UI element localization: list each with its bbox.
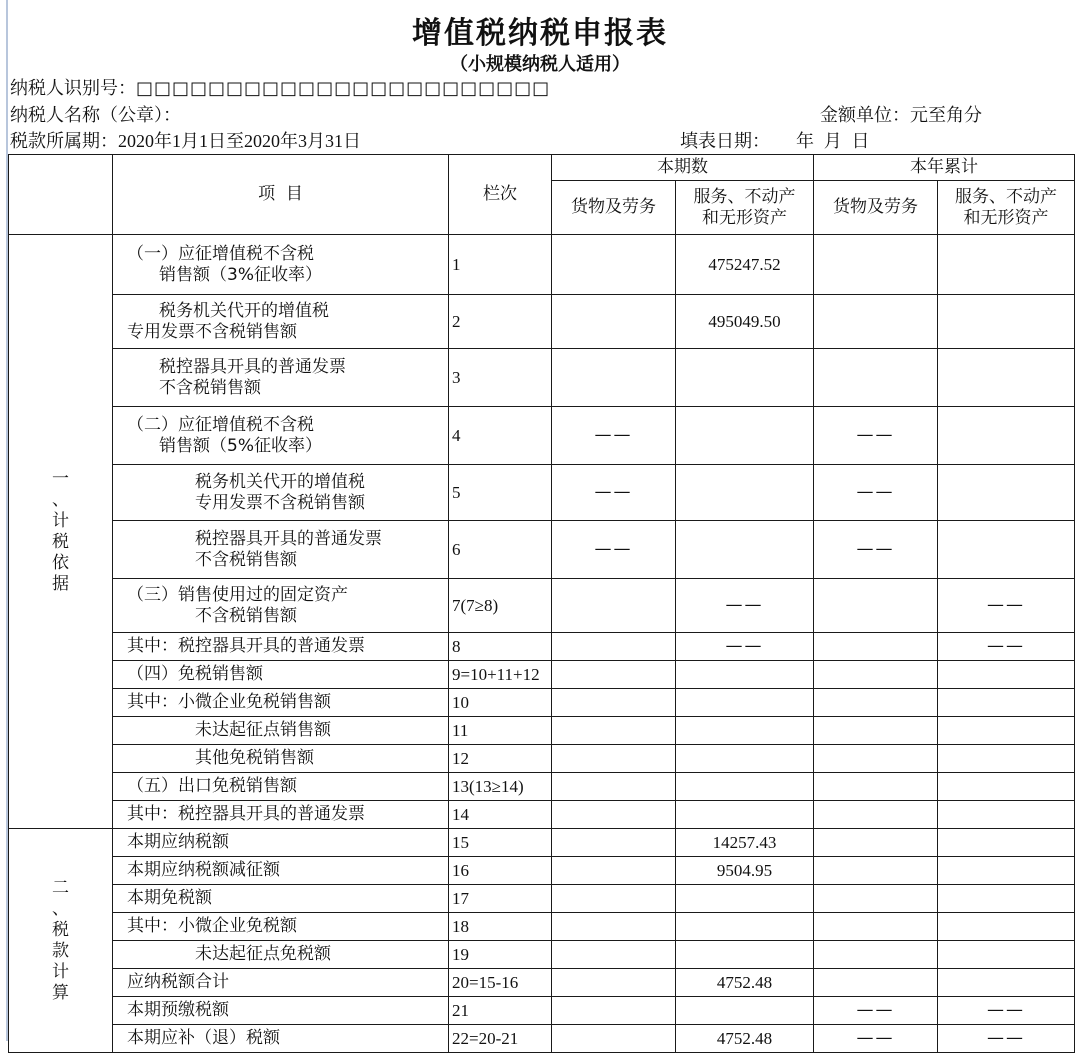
header-services-line2: 和无形资产 [963, 207, 1049, 228]
item-name-cell [113, 745, 449, 773]
line-number: 11 [449, 717, 552, 745]
item-name-line2: 专用发票不含税销售额 [195, 492, 365, 513]
services-current-cell[interactable]: 4752.48 [676, 1025, 814, 1053]
line-number: 2 [449, 295, 552, 349]
table-row [9, 857, 1075, 885]
services-cumulative-cell[interactable]: —— [938, 997, 1075, 1025]
goods-cumulative-cell[interactable]: —— [814, 997, 938, 1025]
fill-date-row [680, 127, 871, 153]
services-current-cell[interactable]: 4752.48 [676, 969, 814, 997]
services-cumulative-cell[interactable] [938, 407, 1075, 465]
header-services-current [676, 181, 814, 235]
item-name-cell [113, 885, 449, 913]
goods-cumulative-cell[interactable] [814, 885, 938, 913]
services-cumulative-cell[interactable] [938, 745, 1075, 773]
services-current-cell[interactable] [676, 997, 814, 1025]
section-label-tax-calculation [9, 829, 113, 1053]
item-name-line2: 专用发票不含税销售额 [127, 321, 297, 342]
goods-current-cell[interactable] [552, 969, 676, 997]
services-cumulative-cell[interactable] [938, 465, 1075, 521]
goods-current-cell[interactable] [552, 295, 676, 349]
services-current-cell[interactable] [676, 885, 814, 913]
table-row [9, 941, 1075, 969]
services-cumulative-cell[interactable] [938, 857, 1075, 885]
table-row [9, 349, 1075, 407]
header-services-cumulative [938, 181, 1075, 235]
table-row [9, 913, 1075, 941]
services-current-cell[interactable]: —— [676, 579, 814, 633]
table-row [9, 521, 1075, 579]
table-row [9, 717, 1075, 745]
services-current-cell[interactable] [676, 465, 814, 521]
tax-period-value: 2020年1月1日至2020年3月31日 [118, 131, 361, 151]
services-cumulative-cell[interactable]: —— [938, 1025, 1075, 1053]
services-cumulative-cell[interactable] [938, 969, 1075, 997]
table-row [9, 579, 1075, 633]
vat-return-table [8, 154, 1075, 1053]
services-current-cell[interactable]: 475247.52 [676, 235, 814, 295]
line-number: 4 [449, 407, 552, 465]
services-current-cell[interactable] [676, 913, 814, 941]
goods-current-cell[interactable] [552, 801, 676, 829]
goods-cumulative-cell[interactable] [814, 717, 938, 745]
item-name: （三）销售使用过的固定资产 [127, 584, 348, 605]
line-number: 17 [449, 885, 552, 913]
line-number: 1 [449, 235, 552, 295]
item-name-cell [113, 349, 449, 407]
item-name: 其中：税控器具开具的普通发票 [127, 636, 365, 656]
line-number: 6 [449, 521, 552, 579]
item-name-cell [113, 1025, 449, 1053]
services-current-cell[interactable] [676, 689, 814, 717]
services-current-cell[interactable] [676, 745, 814, 773]
services-cumulative-cell[interactable]: —— [938, 633, 1075, 661]
section-label-tax-basis-char: 依 [52, 552, 69, 573]
amount-unit: 金额单位：元至角分 [820, 105, 982, 126]
item-name: （四）免税销售额 [127, 664, 263, 684]
table-row [9, 407, 1075, 465]
item-name-cell [113, 689, 449, 717]
tax-period-label: 税款所属期： [10, 131, 118, 152]
goods-current-cell[interactable] [552, 235, 676, 295]
services-cumulative-cell[interactable] [938, 801, 1075, 829]
services-current-cell[interactable] [676, 407, 814, 465]
section-label-tax-calculation-char: 、 [52, 898, 69, 919]
table-row [9, 465, 1075, 521]
services-current-cell[interactable] [676, 717, 814, 745]
goods-current-cell[interactable] [552, 997, 676, 1025]
goods-cumulative-cell[interactable] [814, 773, 938, 801]
table-row [9, 801, 1075, 829]
item-name: 税务机关代开的增值税 [159, 300, 329, 321]
goods-current-cell[interactable] [552, 913, 676, 941]
section-label-tax-basis-char: 、 [52, 489, 69, 510]
goods-cumulative-cell[interactable] [814, 633, 938, 661]
table-row [9, 1025, 1075, 1053]
goods-current-cell[interactable] [552, 689, 676, 717]
section-label-tax-calculation-char: 二 [52, 877, 69, 898]
goods-current-cell[interactable] [552, 829, 676, 857]
goods-current-cell[interactable] [552, 1025, 676, 1053]
line-number: 10 [449, 689, 552, 717]
line-number: 15 [449, 829, 552, 857]
table-row [9, 997, 1075, 1025]
item-name-cell [113, 521, 449, 579]
item-name-cell [113, 465, 449, 521]
line-number: 18 [449, 913, 552, 941]
header-services-line1: 服务、不动产 [955, 186, 1057, 207]
line-number: 19 [449, 941, 552, 969]
taxpayer-name-label: 纳税人名称（公章）： [10, 105, 181, 126]
item-name-cell [113, 295, 449, 349]
goods-cumulative-cell[interactable] [814, 579, 938, 633]
line-number: 12 [449, 745, 552, 773]
services-cumulative-cell[interactable] [938, 295, 1075, 349]
taxpayer-id-label: 纳税人识别号： [10, 78, 136, 99]
goods-cumulative-cell[interactable] [814, 689, 938, 717]
goods-current-cell[interactable] [552, 349, 676, 407]
fill-date-label: 填表日期： [680, 131, 770, 152]
item-name-cell [113, 235, 449, 295]
header-blank-cell [9, 155, 113, 235]
goods-current-cell[interactable] [552, 885, 676, 913]
header-row-1 [9, 155, 1075, 181]
item-name: 其他免税销售额 [195, 748, 314, 768]
goods-cumulative-cell[interactable] [814, 295, 938, 349]
goods-current-cell[interactable] [552, 661, 676, 689]
services-current-cell[interactable] [676, 801, 814, 829]
section-label-tax-basis-char: 税 [52, 531, 69, 552]
section-label-tax-basis-char: 据 [52, 573, 69, 594]
item-name-cell [113, 579, 449, 633]
header-goods-cumulative: 货物及劳务 [814, 181, 938, 235]
services-current-cell[interactable]: —— [676, 633, 814, 661]
item-name: 本期应纳税额减征额 [127, 860, 280, 880]
services-cumulative-cell[interactable] [938, 235, 1075, 295]
table-row [9, 969, 1075, 997]
item-name-cell [113, 913, 449, 941]
goods-current-cell[interactable] [552, 579, 676, 633]
services-cumulative-cell[interactable] [938, 717, 1075, 745]
services-current-cell[interactable] [676, 661, 814, 689]
line-number: 3 [449, 349, 552, 407]
item-name: （五）出口免税销售额 [127, 776, 297, 796]
taxpayer-id-boxes[interactable]: □□□□□□□□□□□□□□□□□□□□□□□ [136, 78, 551, 99]
item-name: 其中：小微企业免税额 [127, 916, 297, 936]
table-row [9, 829, 1075, 857]
item-name: 税控器具开具的普通发票 [159, 356, 346, 377]
section-label-tax-basis-char: 计 [52, 510, 69, 531]
goods-cumulative-cell[interactable]: —— [814, 407, 938, 465]
section-label-tax-basis [9, 235, 113, 829]
goods-cumulative-cell[interactable] [814, 661, 938, 689]
item-name-line2: 不含税销售额 [159, 377, 261, 398]
line-number: 22=20-21 [449, 1025, 552, 1053]
item-name: 未达起征点免税额 [195, 944, 331, 964]
item-name-cell [113, 829, 449, 857]
table-row [9, 633, 1075, 661]
line-number: 5 [449, 465, 552, 521]
services-cumulative-cell[interactable] [938, 829, 1075, 857]
goods-current-cell[interactable] [552, 633, 676, 661]
item-name: 税务机关代开的增值税 [195, 471, 365, 492]
item-name-line2: 销售额（3%征收率） [159, 264, 322, 285]
table-row [9, 745, 1075, 773]
goods-cumulative-cell[interactable]: —— [814, 465, 938, 521]
goods-cumulative-cell[interactable]: —— [814, 521, 938, 579]
services-current-cell[interactable] [676, 941, 814, 969]
goods-cumulative-cell[interactable] [814, 913, 938, 941]
goods-cumulative-cell[interactable]: —— [814, 1025, 938, 1053]
services-cumulative-cell[interactable] [938, 661, 1075, 689]
table-row [9, 689, 1075, 717]
table-row [9, 661, 1075, 689]
item-name-cell [113, 997, 449, 1025]
item-name: 其中：税控器具开具的普通发票 [127, 804, 365, 824]
item-name: 其中：小微企业免税销售额 [127, 692, 331, 712]
taxpayer-id-row [10, 74, 550, 100]
item-name: 本期预缴税额 [127, 1000, 229, 1020]
goods-current-cell[interactable] [552, 773, 676, 801]
item-name: 本期应纳税额 [127, 832, 229, 852]
item-name-cell [113, 941, 449, 969]
item-name: 本期免税额 [127, 888, 212, 908]
section-label-tax-calculation-char: 税 [52, 919, 69, 940]
goods-cumulative-cell[interactable] [814, 235, 938, 295]
line-number: 13(13≥14) [449, 773, 552, 801]
services-cumulative-cell[interactable] [938, 885, 1075, 913]
header-line: 栏次 [449, 155, 552, 235]
tax-period-row [10, 127, 361, 153]
item-name-cell [113, 407, 449, 465]
item-name-line2: 销售额（5%征收率） [159, 435, 322, 456]
fill-date-value: 年 月 日 [796, 131, 872, 152]
services-cumulative-cell[interactable] [938, 941, 1075, 969]
goods-cumulative-cell[interactable] [814, 857, 938, 885]
line-number: 21 [449, 997, 552, 1025]
item-name: 应纳税额合计 [127, 972, 229, 992]
goods-cumulative-cell[interactable] [814, 349, 938, 407]
goods-cumulative-cell[interactable] [814, 801, 938, 829]
section-label-tax-basis-char: 一 [52, 468, 69, 489]
goods-cumulative-cell[interactable] [814, 745, 938, 773]
header-services-line2: 和无形资产 [702, 207, 787, 228]
goods-cumulative-cell[interactable] [814, 969, 938, 997]
section-label-tax-calculation-char: 算 [52, 982, 69, 1003]
services-current-cell[interactable] [676, 349, 814, 407]
form-title: 增值税纳税申报表 [412, 16, 668, 51]
item-name-cell [113, 717, 449, 745]
services-cumulative-cell[interactable] [938, 913, 1075, 941]
header-item: 项 目 [113, 155, 449, 235]
services-current-cell[interactable] [676, 773, 814, 801]
form-subtitle: （小规模纳税人适用） [450, 54, 630, 75]
line-number: 7(7≥8) [449, 579, 552, 633]
goods-current-cell[interactable] [552, 857, 676, 885]
services-cumulative-cell[interactable] [938, 689, 1075, 717]
goods-current-cell[interactable] [552, 941, 676, 969]
services-current-cell[interactable]: 495049.50 [676, 295, 814, 349]
table-row [9, 235, 1075, 295]
services-cumulative-cell[interactable] [938, 349, 1075, 407]
header-year-cumulative: 本年累计 [814, 155, 1075, 181]
line-number: 14 [449, 801, 552, 829]
section-label-tax-calculation-char: 款 [52, 940, 69, 961]
goods-current-cell[interactable] [552, 745, 676, 773]
item-name-cell [113, 633, 449, 661]
item-name: （一）应征增值税不含税 [127, 243, 314, 264]
item-name-line2: 不含税销售额 [195, 549, 297, 570]
goods-cumulative-cell[interactable] [814, 829, 938, 857]
services-current-cell[interactable]: 14257.43 [676, 829, 814, 857]
section-label-tax-calculation-char: 计 [52, 961, 69, 982]
item-name: 未达起征点销售额 [195, 720, 331, 740]
item-name-cell [113, 773, 449, 801]
services-current-cell[interactable]: 9504.95 [676, 857, 814, 885]
header-goods-current: 货物及劳务 [552, 181, 676, 235]
services-cumulative-cell[interactable] [938, 773, 1075, 801]
table-row [9, 295, 1075, 349]
line-number: 16 [449, 857, 552, 885]
header-current-period: 本期数 [552, 155, 814, 181]
item-name: 税控器具开具的普通发票 [195, 528, 382, 549]
services-current-cell[interactable] [676, 521, 814, 579]
goods-current-cell[interactable]: —— [552, 465, 676, 521]
services-cumulative-cell[interactable]: —— [938, 579, 1075, 633]
table-row [9, 773, 1075, 801]
table-row [9, 885, 1075, 913]
goods-current-cell[interactable] [552, 717, 676, 745]
item-name-cell [113, 969, 449, 997]
line-number: 9=10+11+12 [449, 661, 552, 689]
item-name-line2: 不含税销售额 [195, 605, 297, 626]
item-name: （二）应征增值税不含税 [127, 414, 314, 435]
goods-cumulative-cell[interactable] [814, 941, 938, 969]
header-services-line1: 服务、不动产 [693, 186, 796, 207]
services-cumulative-cell[interactable] [938, 521, 1075, 579]
item-name: 本期应补（退）税额 [127, 1028, 280, 1048]
line-number: 20=15-16 [449, 969, 552, 997]
goods-current-cell[interactable]: —— [552, 521, 676, 579]
goods-current-cell[interactable]: —— [552, 407, 676, 465]
item-name-cell [113, 857, 449, 885]
line-number: 8 [449, 633, 552, 661]
item-name-cell [113, 801, 449, 829]
item-name-cell [113, 661, 449, 689]
